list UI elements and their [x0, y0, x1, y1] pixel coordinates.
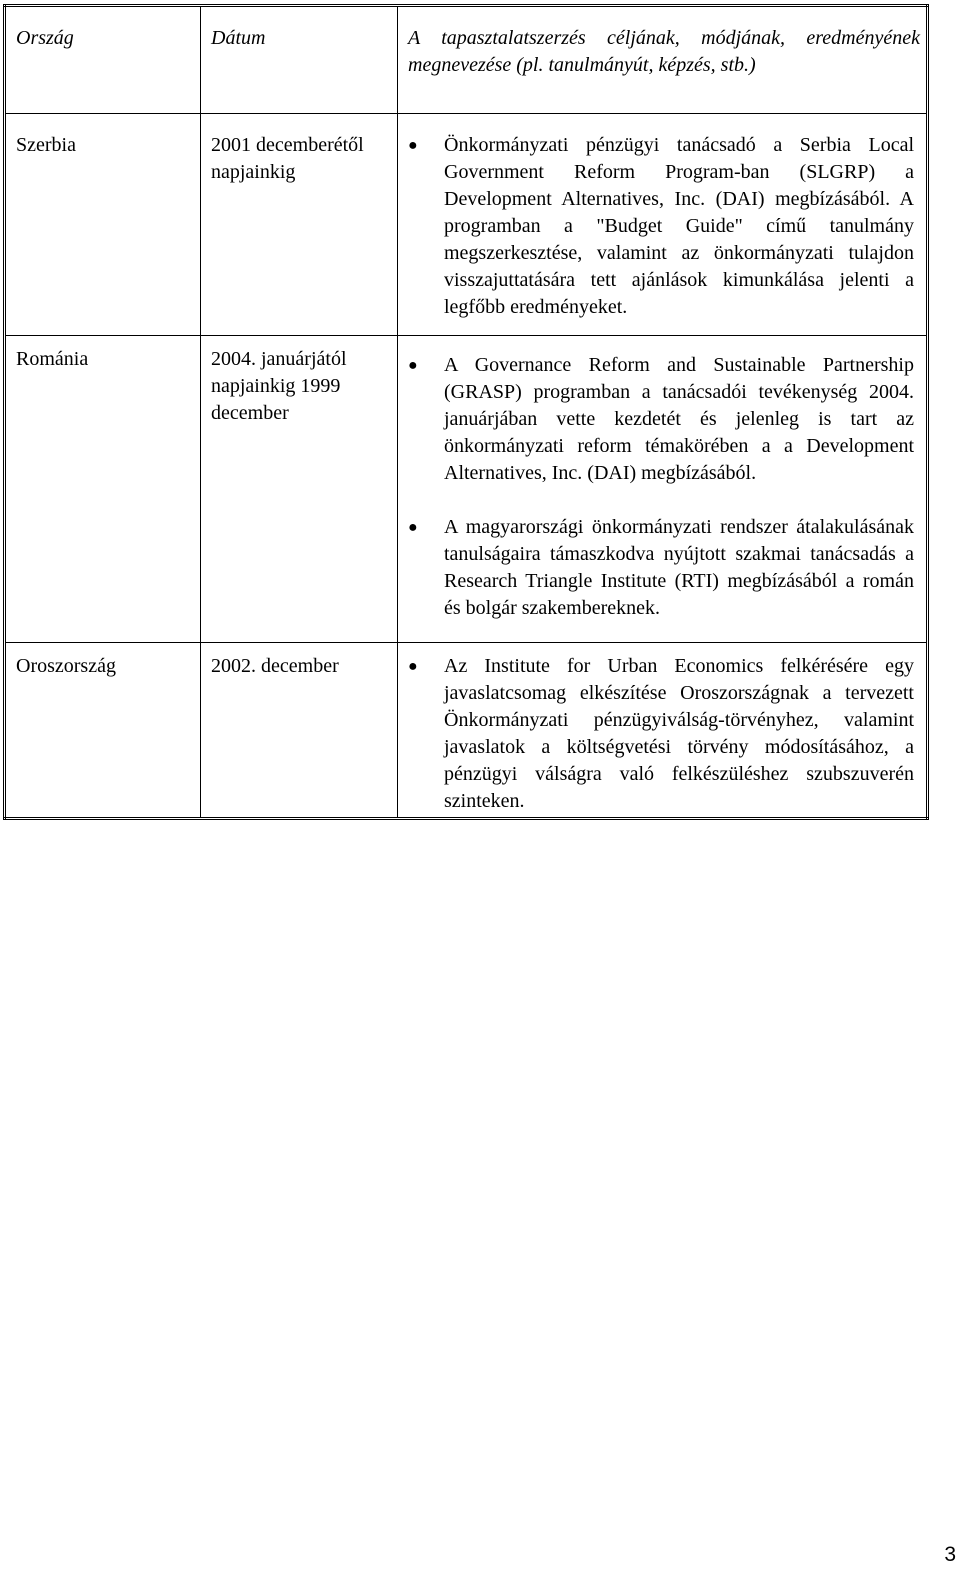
- date-range: 2004. januárjától napjainkig 1999 december: [211, 348, 347, 424]
- country-name: Románia: [16, 348, 89, 370]
- table-row-romania: [5, 336, 928, 643]
- date-range: 2001 decemberétől napjainkig: [211, 134, 364, 183]
- header-date: Dátum: [211, 27, 266, 49]
- bullet-dot-icon: ●: [408, 357, 418, 374]
- country-name: Szerbia: [16, 134, 76, 156]
- date-cell: [201, 643, 398, 819]
- date-cell: [201, 114, 398, 336]
- date-cell: [201, 336, 398, 643]
- table-row-russia: [5, 643, 928, 819]
- header-description-cell: [398, 6, 928, 114]
- list-item-text: Önkormányzati pénzügyi tanácsadó a Serbia Local Government Reform Program-ban (SLGRP) a Development Alternatives, Inc. (DAI) megbízásából. A programban a "Budget Guide" című tanulmány megszerkesztése, valamint az önkormányzati tulajdon visszajuttatására tett ajánlások kimunkálása jelenti a legfőbb eredményeket.: [444, 134, 914, 318]
- date-range: 2002. december: [211, 655, 339, 677]
- country-cell: [5, 114, 201, 336]
- list-item: [398, 514, 926, 622]
- country-cell: [5, 643, 201, 819]
- header-description: A tapasztalatszerzés céljának, módjának, eredményének megnevezése (pl. tanulmányút, képzés, stb.): [408, 27, 920, 76]
- description-list: [398, 336, 926, 642]
- experience-table: [3, 4, 929, 820]
- bullet-dot-icon: ●: [408, 137, 418, 154]
- page-number: 3: [944, 1543, 956, 1566]
- description-cell: [398, 114, 928, 336]
- country-cell: [5, 336, 201, 643]
- header-country-cell: [5, 6, 201, 114]
- list-item-text: A Governance Reform and Sustainable Partnership (GRASP) programban a tanácsadói tevékenység 2004. januárjában vette kezdetét és jelenleg is tart az önkormányzati reform témakörében a a Development Alternatives, Inc. (DAI) megbízásából.: [444, 354, 914, 484]
- list-item: [398, 653, 926, 815]
- list-item-text: Az Institute for Urban Economics felkérésére egy javaslatcsomag elkészítése Oroszországnak a tervezett Önkormányzati pénzügyiválság-törvényhez, valamint javaslatok a költségvetési törvény módosításához, a pénzügyi válságra való felkészüléshez szubszuverén szinteken.: [444, 655, 914, 812]
- list-item: [398, 132, 926, 321]
- header-date-cell: [201, 6, 398, 114]
- list-item-text: A magyarországi önkormányzati rendszer átalakulásának tanulságaira támaszkodva nyújtott szakmai tanácsadás a Research Triangle Institute (RTI) megbízásából a román és bolgár szakembereknek.: [444, 516, 914, 619]
- header-country: Ország: [16, 27, 74, 49]
- description-cell: [398, 336, 928, 643]
- description-list: [398, 114, 926, 335]
- table-row-serbia: [5, 114, 928, 336]
- bullet-dot-icon: ●: [408, 519, 418, 536]
- country-name: Oroszország: [16, 655, 116, 677]
- bullet-dot-icon: ●: [408, 658, 418, 675]
- table-header-row: [5, 6, 928, 114]
- description-cell: [398, 643, 928, 819]
- description-list: [398, 643, 926, 817]
- list-item: [398, 352, 926, 487]
